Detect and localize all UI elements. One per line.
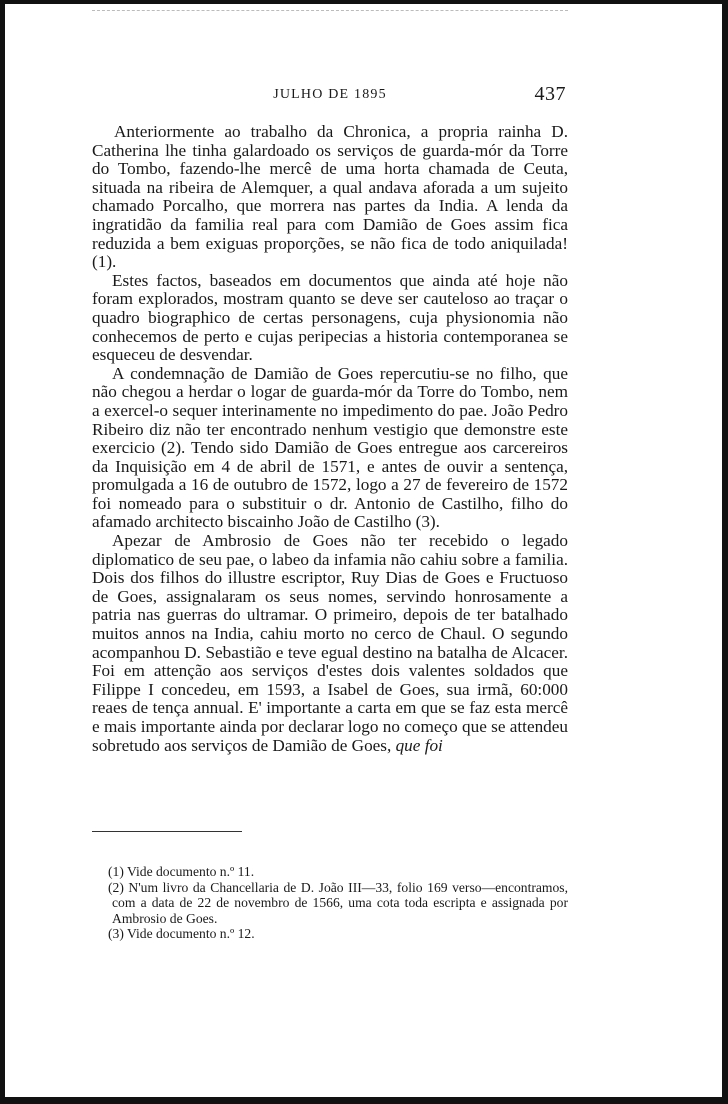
footnote-divider <box>92 831 242 832</box>
paragraph-4-text: Apezar de Ambrosio de Goes não ter recebido o legado diplomatico de seu pae, o labeo da infamia não cahiu sobre a familia. Dois dos filhos do illustre escriptor, Ruy Dias de Goes e Fructuoso de Goes, assignalaram os seus nomes, servindo honrosamente a patria nas guerras do ultramar. O primeiro, depois de ter batalhado muitos annos na India, cahiu morto no cerco de Chaul. O segundo acompanhou D. Sebastião e teve egual destino na batalha de Alcacer. Foi em attenção aos serviços d'estes dois valentes soldados que Filippe I concedeu, em 1593, a Isabel de Goes, sua irmã, 60:000 reaes de tença annual. E' importante a carta em que se faz esta mercê e mais importante ainda por declarar logo no começo que se attendeu sobretudo aos serviços de Damião de Goes, <box>92 531 568 755</box>
footnote-1: (1) Vide documento n.º 11. <box>108 864 255 879</box>
paragraph-1: Anteriormente ao trabalho da Chronica, a propria rainha D. Catherina lhe tinha galardoado os serviços de guarda-mór da Torre do Tombo, fazendo-lhe mercê de uma horta chamada de Ceuta, situada na ribeira de Alemquer, a qual andava aforada a um sujeito chamado Porcalho, que morrera nas partes da India. A lenda da ingratidão da familia real para com Damião de Goes assim fica reduzida a bem exiguas proporções, se não fica de todo aniquilada! (1). <box>92 122 568 272</box>
paragraph-4 <box>92 532 568 755</box>
paragraph-3: A condemnação de Damião de Goes repercutiu-se no filho, que não chegou a herdar o logar de guarda-mór da Torre do Tombo, nem a exercel-o sequer interinamente no impedimento do pae. João Pedro Ribeiro diz não ter encontrado nenhum vestigio que demonstre este exercicio (2). Tendo sido Damião de Goes entregue aos carcereiros da Inquisição em 4 de abril de 1571, e antes de ouvir a sentença, promulgada a 16 de outubro de 1572, logo a 27 de fevereiro de 1572 foi nomeado para o substituir o dr. Antonio de Castilho, filho do afamado architecto biscainho João de Castilho (3). <box>92 363 568 532</box>
paragraph-4-italic-tail: que foi <box>395 735 443 755</box>
paragraph-2: Estes factos, baseados em documentos que ainda até hoje não foram explorados, mostram quanto se deve ser cauteloso ao traçar o quadro biographico de certas personagens, cuja physionomia não conhecemos de perto e cujas peripecias a historia contemporanea se esqueceu de desvendar. <box>92 270 568 365</box>
top-edge-rule <box>92 10 568 12</box>
header-title: JULHO DE 1895 <box>273 87 387 102</box>
running-header <box>92 83 568 109</box>
footnote-3: (3) Vide documento n.º 12. <box>108 926 255 941</box>
footnote-2: (2) N'um livro da Chancellaria de D. João III—33, folio 169 verso—encontramos, com a data de 22 de novembro de 1566, uma cota toda escripta e assignada por Ambrosio de Goes. <box>108 879 568 926</box>
footnotes <box>92 864 568 942</box>
body-text <box>92 123 568 755</box>
page-number: 437 <box>534 83 566 105</box>
